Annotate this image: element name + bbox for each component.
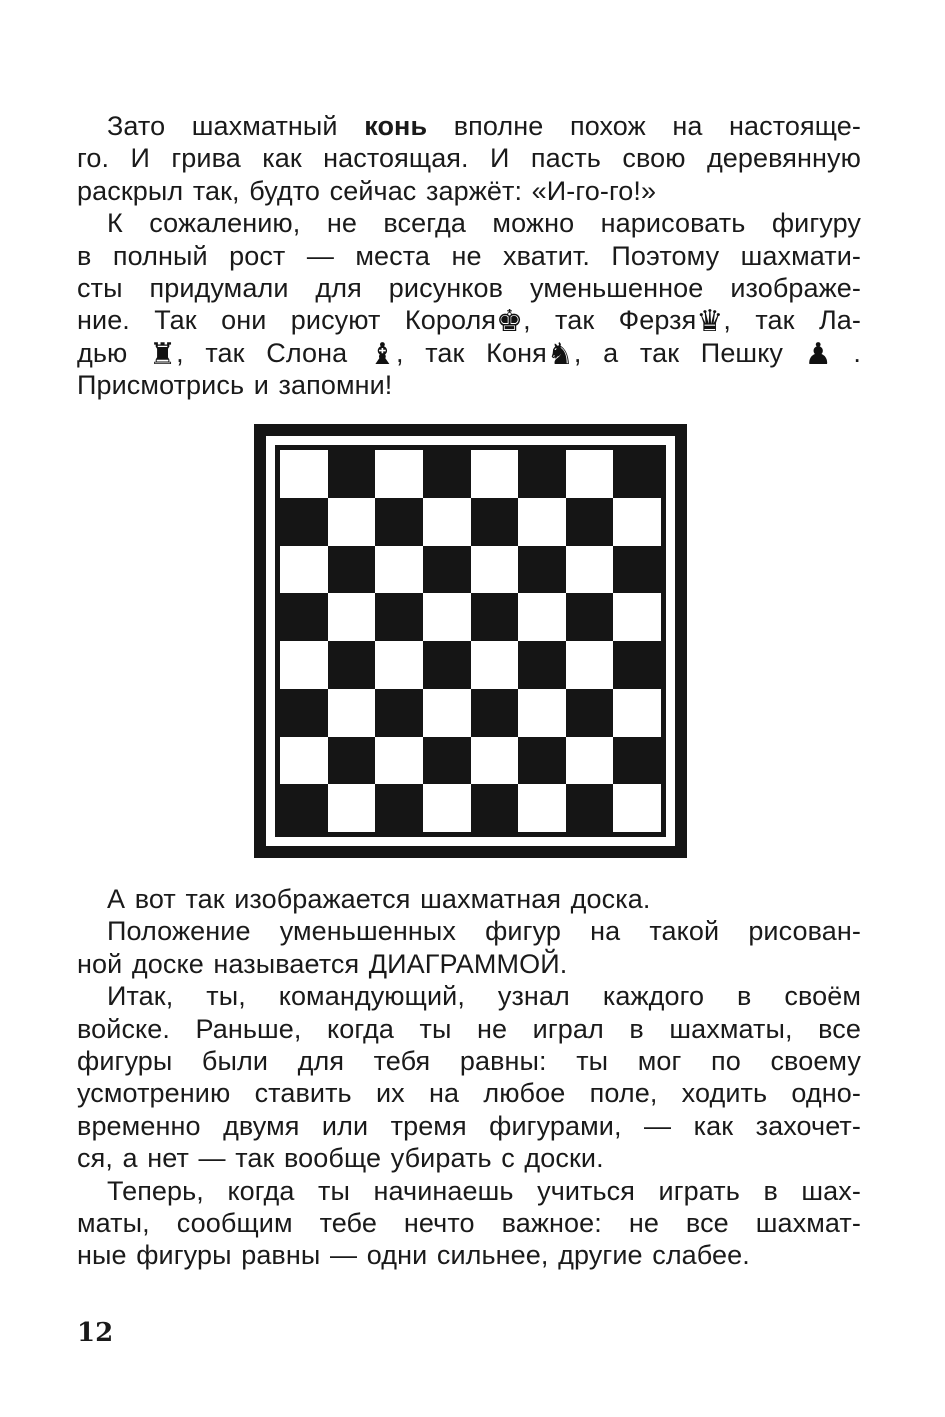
dark-square xyxy=(518,641,566,689)
dark-square xyxy=(518,450,566,498)
board-inner-border xyxy=(275,445,666,837)
page-number: 12 xyxy=(77,1318,114,1348)
dark-square xyxy=(613,641,661,689)
dark-square xyxy=(280,498,328,546)
light-square xyxy=(518,689,566,737)
board-frame-gap xyxy=(266,436,675,846)
dark-square xyxy=(471,498,519,546)
dark-square xyxy=(566,498,614,546)
bishop-icon: ♝ xyxy=(368,336,396,372)
pawn-icon: ♟ xyxy=(804,336,832,372)
light-square xyxy=(423,498,471,546)
text-line: Присмотрись и запомни! xyxy=(77,370,393,401)
dark-square xyxy=(423,737,471,785)
light-square xyxy=(423,689,471,737)
text-block-intro xyxy=(77,110,861,402)
light-square xyxy=(423,784,471,832)
board-grid xyxy=(280,450,661,832)
light-square xyxy=(613,784,661,832)
dark-square xyxy=(471,689,519,737)
dark-square xyxy=(423,641,471,689)
dark-square xyxy=(328,450,376,498)
dark-square xyxy=(375,593,423,641)
light-square xyxy=(280,450,328,498)
light-square xyxy=(375,641,423,689)
text-line: временно двумя или тремя фигурами, — как захочет- xyxy=(77,1110,861,1141)
dark-square xyxy=(375,784,423,832)
dark-square xyxy=(566,689,614,737)
dark-square xyxy=(328,641,376,689)
light-square xyxy=(375,546,423,594)
dark-square xyxy=(328,546,376,594)
text-line: в полный рост — места не хватит. Поэтому шахмати- xyxy=(77,240,861,271)
text-block-diagram-explanation xyxy=(77,883,861,1272)
dark-square xyxy=(423,546,471,594)
dark-square xyxy=(423,450,471,498)
text-line: усмотрению ставить их на любое поле, ходить одно- xyxy=(77,1078,861,1109)
dark-square xyxy=(518,737,566,785)
dark-square xyxy=(328,737,376,785)
light-square xyxy=(566,737,614,785)
text-line: Положение уменьшенных фигур на такой рисован- xyxy=(107,916,861,947)
text-segment: дью xyxy=(77,337,128,368)
rook-icon: ♜ xyxy=(149,336,177,372)
text-line: Итак, ты, командующий, узнал каждого в своём xyxy=(107,981,861,1012)
light-square xyxy=(328,689,376,737)
text-line: ной доске называется ДИАГРАММОЙ. xyxy=(77,948,568,979)
dark-square xyxy=(613,450,661,498)
text-line: го. И грива как настоящая. И пасть свою деревянную xyxy=(77,143,861,174)
light-square xyxy=(518,498,566,546)
light-square xyxy=(423,593,471,641)
text-line xyxy=(77,304,861,340)
text-line: Теперь, когда ты начинаешь учиться играть в шах- xyxy=(107,1175,861,1206)
light-square xyxy=(280,737,328,785)
dark-square xyxy=(375,498,423,546)
light-square xyxy=(566,450,614,498)
light-square xyxy=(471,450,519,498)
text-line: сты придумали для рисунков уменьшенное изображе- xyxy=(77,273,861,304)
dark-square xyxy=(518,546,566,594)
text-line: маты, сообщим тебе нечто важное: не все шахмат- xyxy=(77,1208,861,1239)
chess-board-diagram xyxy=(254,424,687,858)
text-line: войске. Раньше, когда ты не играл в шахматы, все xyxy=(77,1013,861,1044)
dark-square xyxy=(566,784,614,832)
light-square xyxy=(280,641,328,689)
dark-square xyxy=(613,546,661,594)
light-square xyxy=(471,641,519,689)
light-square xyxy=(280,546,328,594)
text-segment: , так Ла- xyxy=(723,305,861,336)
light-square xyxy=(518,593,566,641)
dark-square xyxy=(471,593,519,641)
text-line: ся, а нет — так вообще убирать с доски. xyxy=(77,1143,604,1174)
text-segment: , так Коня xyxy=(395,337,547,368)
king-icon: ♚ xyxy=(496,304,524,340)
dark-square xyxy=(280,593,328,641)
text-segment: ние. Так они рисуют Короля xyxy=(77,305,497,336)
text-line xyxy=(77,110,861,142)
text-segment: , так Ферзя xyxy=(523,305,697,336)
text-line: ные фигуры равны — одни сильнее, другие слабее. xyxy=(77,1240,750,1271)
text-line: раскрыл так, будто сейчас заржёт: «И-го-го!» xyxy=(77,175,657,206)
light-square xyxy=(328,784,376,832)
light-square xyxy=(613,689,661,737)
text-segment: . xyxy=(853,337,862,368)
queen-icon: ♛ xyxy=(696,304,724,340)
light-square xyxy=(471,546,519,594)
text-line: К сожалению, не всегда можно нарисовать фигуру xyxy=(107,208,861,239)
light-square xyxy=(566,546,614,594)
text-segment: вполне похож на настояще- xyxy=(427,111,861,141)
board-caption: А вот так изображается шахматная доска. xyxy=(107,884,651,914)
text-segment: , так Слона xyxy=(176,337,348,368)
light-square xyxy=(613,498,661,546)
light-square xyxy=(375,450,423,498)
light-square xyxy=(328,498,376,546)
light-square xyxy=(328,593,376,641)
dark-square xyxy=(471,784,519,832)
knight-icon: ♞ xyxy=(546,336,574,372)
dark-square xyxy=(280,784,328,832)
dark-square xyxy=(280,689,328,737)
text-line: фигуры были для тебя равны: ты мог по своему xyxy=(77,1046,861,1077)
bold-word-knight: конь xyxy=(364,111,428,141)
text-line xyxy=(77,336,862,372)
light-square xyxy=(518,784,566,832)
dark-square xyxy=(566,593,614,641)
text-segment: , а так Пешку xyxy=(573,337,784,368)
light-square xyxy=(613,593,661,641)
dark-square xyxy=(375,689,423,737)
dark-square xyxy=(613,737,661,785)
light-square xyxy=(471,737,519,785)
light-square xyxy=(375,737,423,785)
light-square xyxy=(566,641,614,689)
text-segment: Зато шахматный xyxy=(107,111,365,141)
